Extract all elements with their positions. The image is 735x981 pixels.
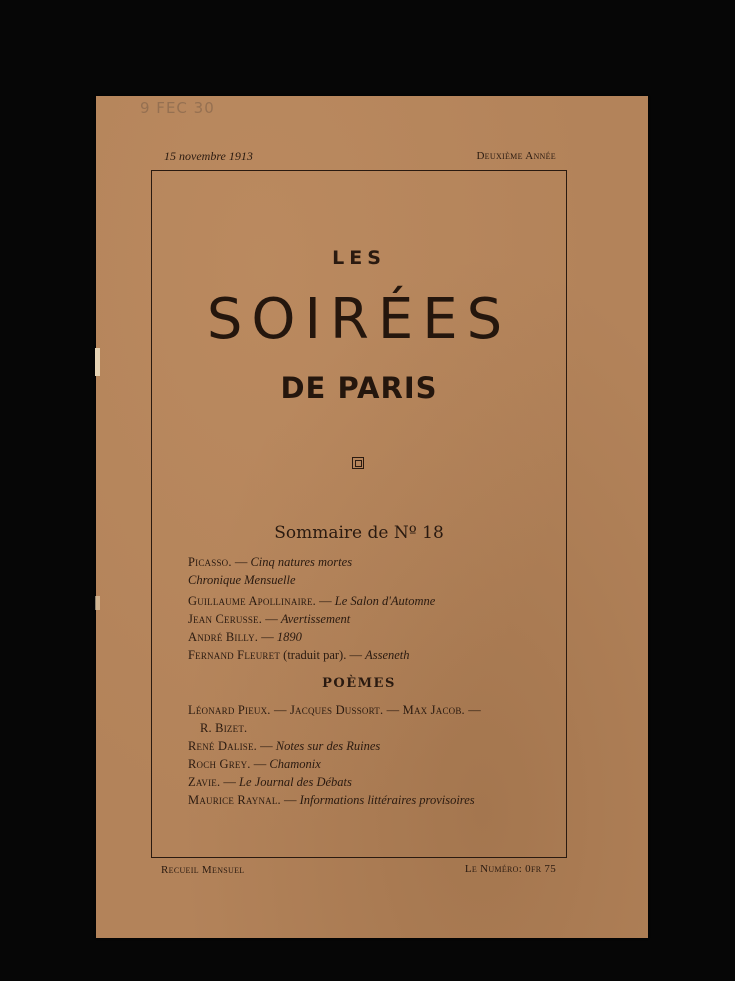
contents-item: Chronique Mensuelle — [188, 573, 296, 587]
cover-frame — [151, 170, 567, 858]
poems-authors-line: Léonard Pieux. — Jacques Dussort. — Max Jacob. — — [188, 703, 481, 717]
title-les: LES — [332, 247, 386, 269]
contents-item: Picasso. — Cinq natures mortes — [188, 555, 353, 569]
contents-item: Jean Cerusse. — Avertissement — [188, 612, 351, 626]
contents-item: Fernand Fleuret (traduit par). — Asseneth — [188, 648, 410, 662]
poems-authors-line: R. Bizet. — [200, 721, 248, 735]
poemes-heading: POÈMES — [322, 676, 396, 691]
issue-date: 15 novembre 1913 — [164, 149, 253, 163]
footer-price: Le Numéro: 0fr 75 — [464, 863, 556, 875]
spine-tear — [95, 348, 100, 376]
year-label: Deuxième Année — [476, 150, 556, 162]
contents-item: Guillaume Apollinaire. — Le Salon d'Automne — [188, 594, 436, 608]
contents-item: André Billy. — 1890 — [188, 630, 302, 644]
poems-item: Zavie. — Le Journal des Débats — [188, 775, 352, 789]
poems-item: René Dalise. — Notes sur des Ruines — [188, 739, 381, 753]
magazine-cover — [96, 96, 648, 938]
square-ornament-icon — [352, 457, 364, 469]
poems-list — [188, 701, 558, 809]
poems-item: Roch Grey. — Chamonix — [188, 757, 321, 771]
spine-tear — [95, 596, 100, 610]
pencil-note: 9 FEC 30 — [140, 99, 215, 117]
sommaire-heading: Sommaire de Nº 18 — [274, 523, 444, 543]
contents-list — [188, 553, 558, 664]
title-de-paris: DE PARIS — [280, 371, 438, 405]
title-soirees: SOIRÉES — [206, 287, 512, 352]
poems-item: Maurice Raynal. — Informations littéraires provisoires — [188, 793, 475, 807]
footer-recueil: Recueil Mensuel — [161, 864, 245, 876]
